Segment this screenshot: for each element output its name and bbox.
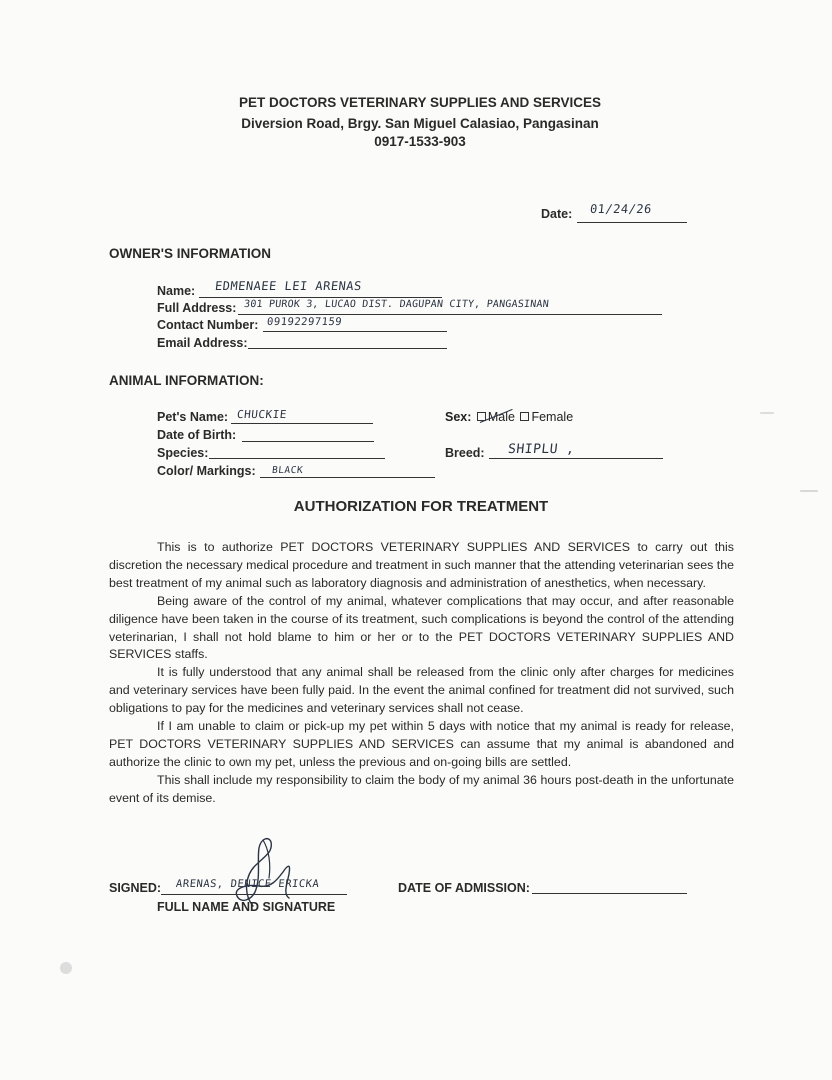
authorization-paragraph-4: If I am unable to claim or pick-up my pet within 5 days with notice that my animal is ready for release, PET DOCTORS VETERINARY SUPPLIES AND SERVICES can assume that my animal is abandoned and authorize the clinic to own my pet, unless the previous and on-going bills are settled.: [109, 719, 734, 769]
owner-contact-label: Contact Number:: [157, 318, 259, 332]
authorization-paragraph-2: Being aware of the control of my animal, whatever complications that may occur, and after reasonable diligence have been taken in the course of its treatment, such complications is beyond the control of the attending veterinarian, I shall not hold blame to him or her or to the PET DOCTORS VETERINARY SUPPLIES AND SERVICES staffs.: [109, 593, 734, 662]
breed-line: [489, 458, 663, 459]
dob-label: Date of Birth:: [157, 428, 237, 442]
owner-name-label: Name:: [157, 284, 196, 298]
date-label: Date:: [541, 207, 573, 221]
company-name: PET DOCTORS VETERINARY SUPPLIES AND SERVICES: [238, 95, 602, 110]
authorization-paragraph-3: It is fully understood that any animal shall be released from the clinic only after charges for medicines and veterinary services have been fully paid. In the event the animal confined for treatment did not survived, such obligations to pay for the medicines and veterinary services shall not cease.: [109, 665, 734, 716]
authorization-paragraph-5: This shall include my responsibility to claim the body of my animal 36 hours post-death in the unfortunate event of its demise.: [109, 772, 734, 805]
authorization-paragraph-1: This is to authorize PET DOCTORS VETERINARY SUPPLIES AND SERVICES to carry out this discretion the necessary medical procedure and treatment in such manner that the attending veterinarian sees the best treatment of my animal such as laboratory diagnosis and administration of anesthetics, when necessary.: [109, 540, 734, 590]
owner-address-value: 301 PUROK 3, LUCAO DIST. DAGUPAN CITY, PANGASINAN: [243, 299, 550, 310]
authorization-body: [109, 539, 734, 808]
owner-address-line: [238, 314, 662, 315]
authorization-title: AUTHORIZATION FOR TREATMENT: [293, 498, 549, 515]
owner-name-value: EDMENAEE LEI ARENAS: [214, 279, 363, 293]
scan-mark: [760, 412, 774, 414]
signed-name-value: ARENAS, DENICE ERICKA: [175, 878, 320, 890]
sex-field: [445, 410, 573, 424]
owner-contact-line: [263, 331, 447, 332]
male-option: Male: [487, 410, 515, 424]
color-value: BLACK: [271, 465, 304, 476]
female-checkbox[interactable]: [520, 412, 529, 421]
species-line: [209, 458, 385, 459]
signed-label: SIGNED:: [109, 881, 162, 895]
owner-section-title: OWNER'S INFORMATION: [109, 246, 271, 261]
pet-name-value: CHUCKIE: [236, 408, 288, 421]
sex-label: Sex:: [445, 410, 472, 424]
color-line: [260, 477, 435, 478]
owner-contact-value: 09192297159: [266, 316, 343, 328]
owner-address-label: Full Address:: [157, 301, 237, 315]
female-option: Female: [531, 410, 574, 424]
scan-speck: [60, 962, 72, 974]
color-label: Color/ Markings:: [157, 464, 256, 478]
owner-name-line: [199, 297, 442, 298]
animal-section-title: ANIMAL INFORMATION:: [109, 373, 264, 388]
date-line: [577, 222, 687, 223]
pet-name-label: Pet's Name:: [157, 410, 229, 424]
company-phone: 0917-1533-903: [374, 134, 466, 149]
signature-caption: FULL NAME AND SIGNATURE: [157, 900, 336, 914]
scan-mark: [800, 490, 818, 492]
company-address: Diversion Road, Brgy. San Miguel Calasiao, Pangasinan: [241, 116, 599, 131]
admission-label: DATE OF ADMISSION:: [398, 881, 530, 895]
owner-email-label: Email Address:: [157, 336, 248, 350]
species-label: Species:: [157, 446, 209, 460]
breed-value: SHIPLU ,: [507, 442, 576, 457]
owner-email-line: [248, 348, 447, 349]
breed-label: Breed:: [445, 446, 485, 460]
pet-name-line: [231, 423, 373, 424]
date-value: 01/24/26: [589, 202, 653, 216]
dob-line: [242, 441, 374, 442]
admission-line: [532, 893, 687, 894]
